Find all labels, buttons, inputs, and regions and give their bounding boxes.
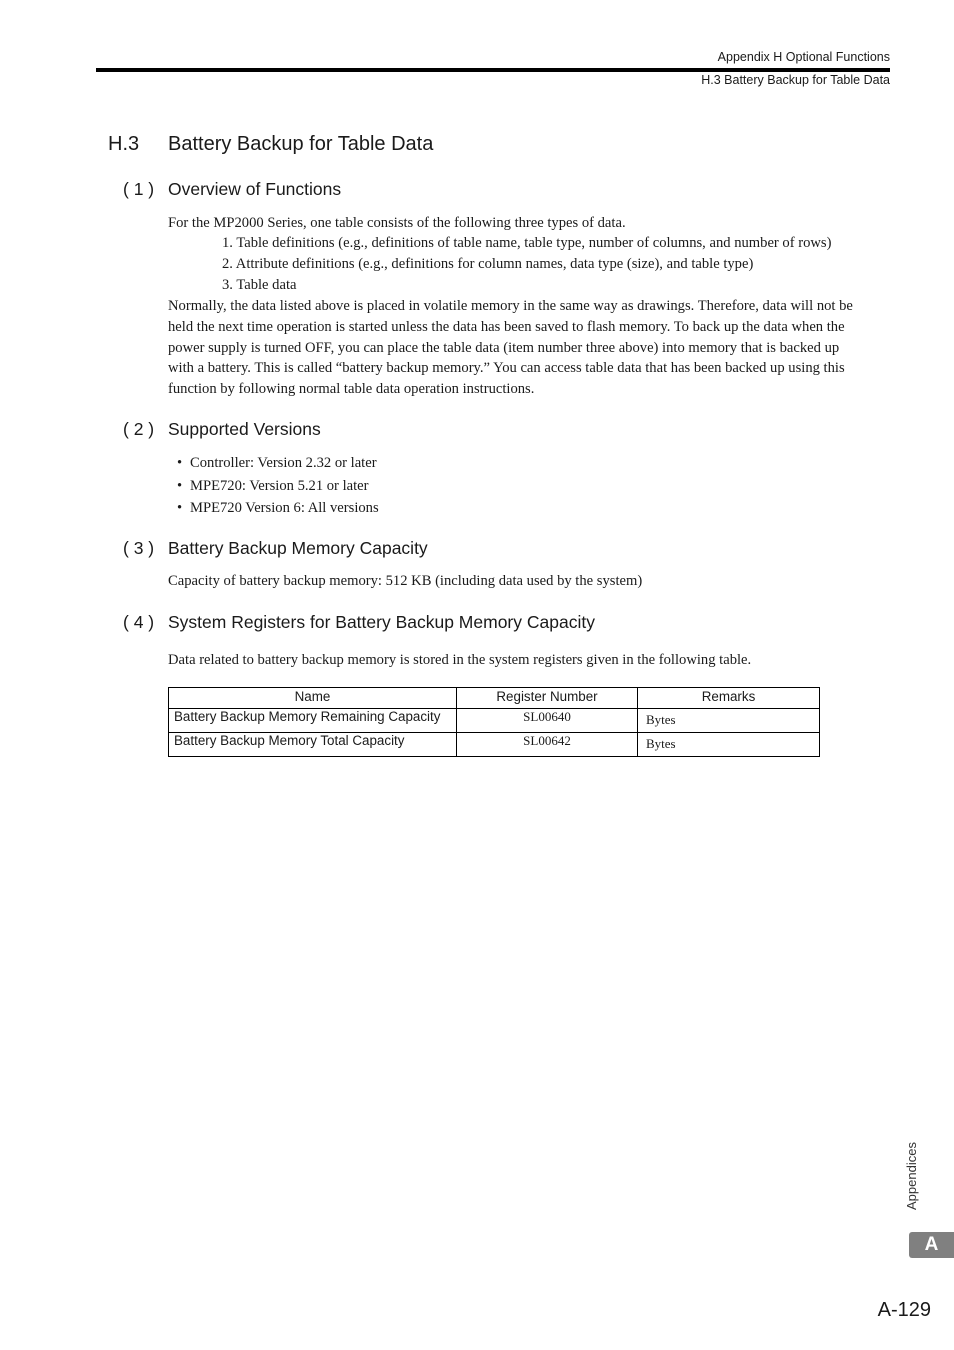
column-header: Register Number xyxy=(457,688,638,709)
data-types-list xyxy=(222,233,831,295)
paragraph-line: held the next time operation is started unless the data has been saved to flash memory. To back up the data when the xyxy=(168,318,845,335)
bullet-icon: • xyxy=(177,477,183,494)
section-number: H.3 xyxy=(108,133,140,155)
bullet-icon: • xyxy=(177,500,183,516)
page-number: A-129 xyxy=(877,1299,931,1321)
subsection-title: Supported Versions xyxy=(168,419,321,439)
subsection-heading-versions xyxy=(123,419,321,440)
registers-text: Data related to battery backup memory is stored in the system registers given in the following table. xyxy=(168,652,752,668)
subsection-title: Battery Backup Memory Capacity xyxy=(168,538,428,558)
table-cell: Bytes xyxy=(638,709,820,733)
paragraph-line: power supply is turned OFF, you can place the table data (item number three above) into memory that is backed up xyxy=(168,339,840,356)
list-item-text: MPE720 Version 6: All versions xyxy=(190,500,379,516)
side-tab-label: Appendices xyxy=(904,1142,919,1210)
table-row xyxy=(169,709,820,733)
system-registers-table xyxy=(168,687,820,757)
table-cell: Battery Backup Memory Remaining Capacity xyxy=(169,709,457,733)
list-item xyxy=(177,452,379,475)
list-item: 2. Attribute definitions (e.g., definitions for column names, data type (size), and table type) xyxy=(222,255,754,272)
list-item: 3. Table data xyxy=(222,276,297,293)
subsection-number: ( 1 ) xyxy=(123,179,155,199)
paragraph-line: function by following normal table data operation instructions. xyxy=(168,381,535,398)
list-item xyxy=(177,475,379,498)
list-item xyxy=(177,497,379,520)
table-cell: Bytes xyxy=(638,733,820,757)
subsection-heading-capacity xyxy=(123,538,428,559)
subsection-title: System Registers for Battery Backup Memory Capacity xyxy=(168,612,595,632)
column-header: Name xyxy=(169,688,457,709)
column-header: Remarks xyxy=(638,688,820,709)
versions-list xyxy=(177,452,379,520)
running-header-section: H.3 Battery Backup for Table Data xyxy=(701,73,890,87)
subsection-heading-registers xyxy=(123,612,595,633)
header-rule xyxy=(96,68,890,72)
section-title-text: Battery Backup for Table Data xyxy=(168,133,434,155)
subsection-number: ( 2 ) xyxy=(123,419,155,439)
list-item-text: MPE720: Version 5.21 or later xyxy=(190,477,369,494)
table-row xyxy=(169,733,820,757)
capacity-text: Capacity of battery backup memory: 512 KB (including data used by the system) xyxy=(168,573,643,589)
list-item: 1. Table definitions (e.g., definitions of table name, table type, number of columns, and number of rows) xyxy=(222,235,832,251)
table-cell: SL00640 xyxy=(457,709,638,733)
bullet-icon: • xyxy=(177,455,183,471)
overview-intro: For the MP2000 Series, one table consists of the following three types of data. xyxy=(168,215,626,231)
paragraph-line: Normally, the data listed above is placed in volatile memory in the same way as drawings. Therefore, data will not be xyxy=(168,298,853,314)
subsection-number: ( 4 ) xyxy=(123,612,155,632)
table-header-row xyxy=(169,688,820,709)
appendix-tab: A xyxy=(909,1232,954,1258)
paragraph-line: with a battery. This is called “battery backup memory.” You can access table data that has been backed up using this xyxy=(168,360,845,377)
table-cell: Battery Backup Memory Total Capacity xyxy=(169,733,457,757)
section-title xyxy=(108,133,433,156)
subsection-heading-overview xyxy=(123,179,341,200)
list-item-text: Controller: Version 2.32 or later xyxy=(190,455,377,471)
running-header-chapter: Appendix H Optional Functions xyxy=(717,50,890,64)
overview-body xyxy=(168,296,853,400)
subsection-title: Overview of Functions xyxy=(168,179,342,199)
table-cell: SL00642 xyxy=(457,733,638,757)
subsection-number: ( 3 ) xyxy=(123,538,155,558)
